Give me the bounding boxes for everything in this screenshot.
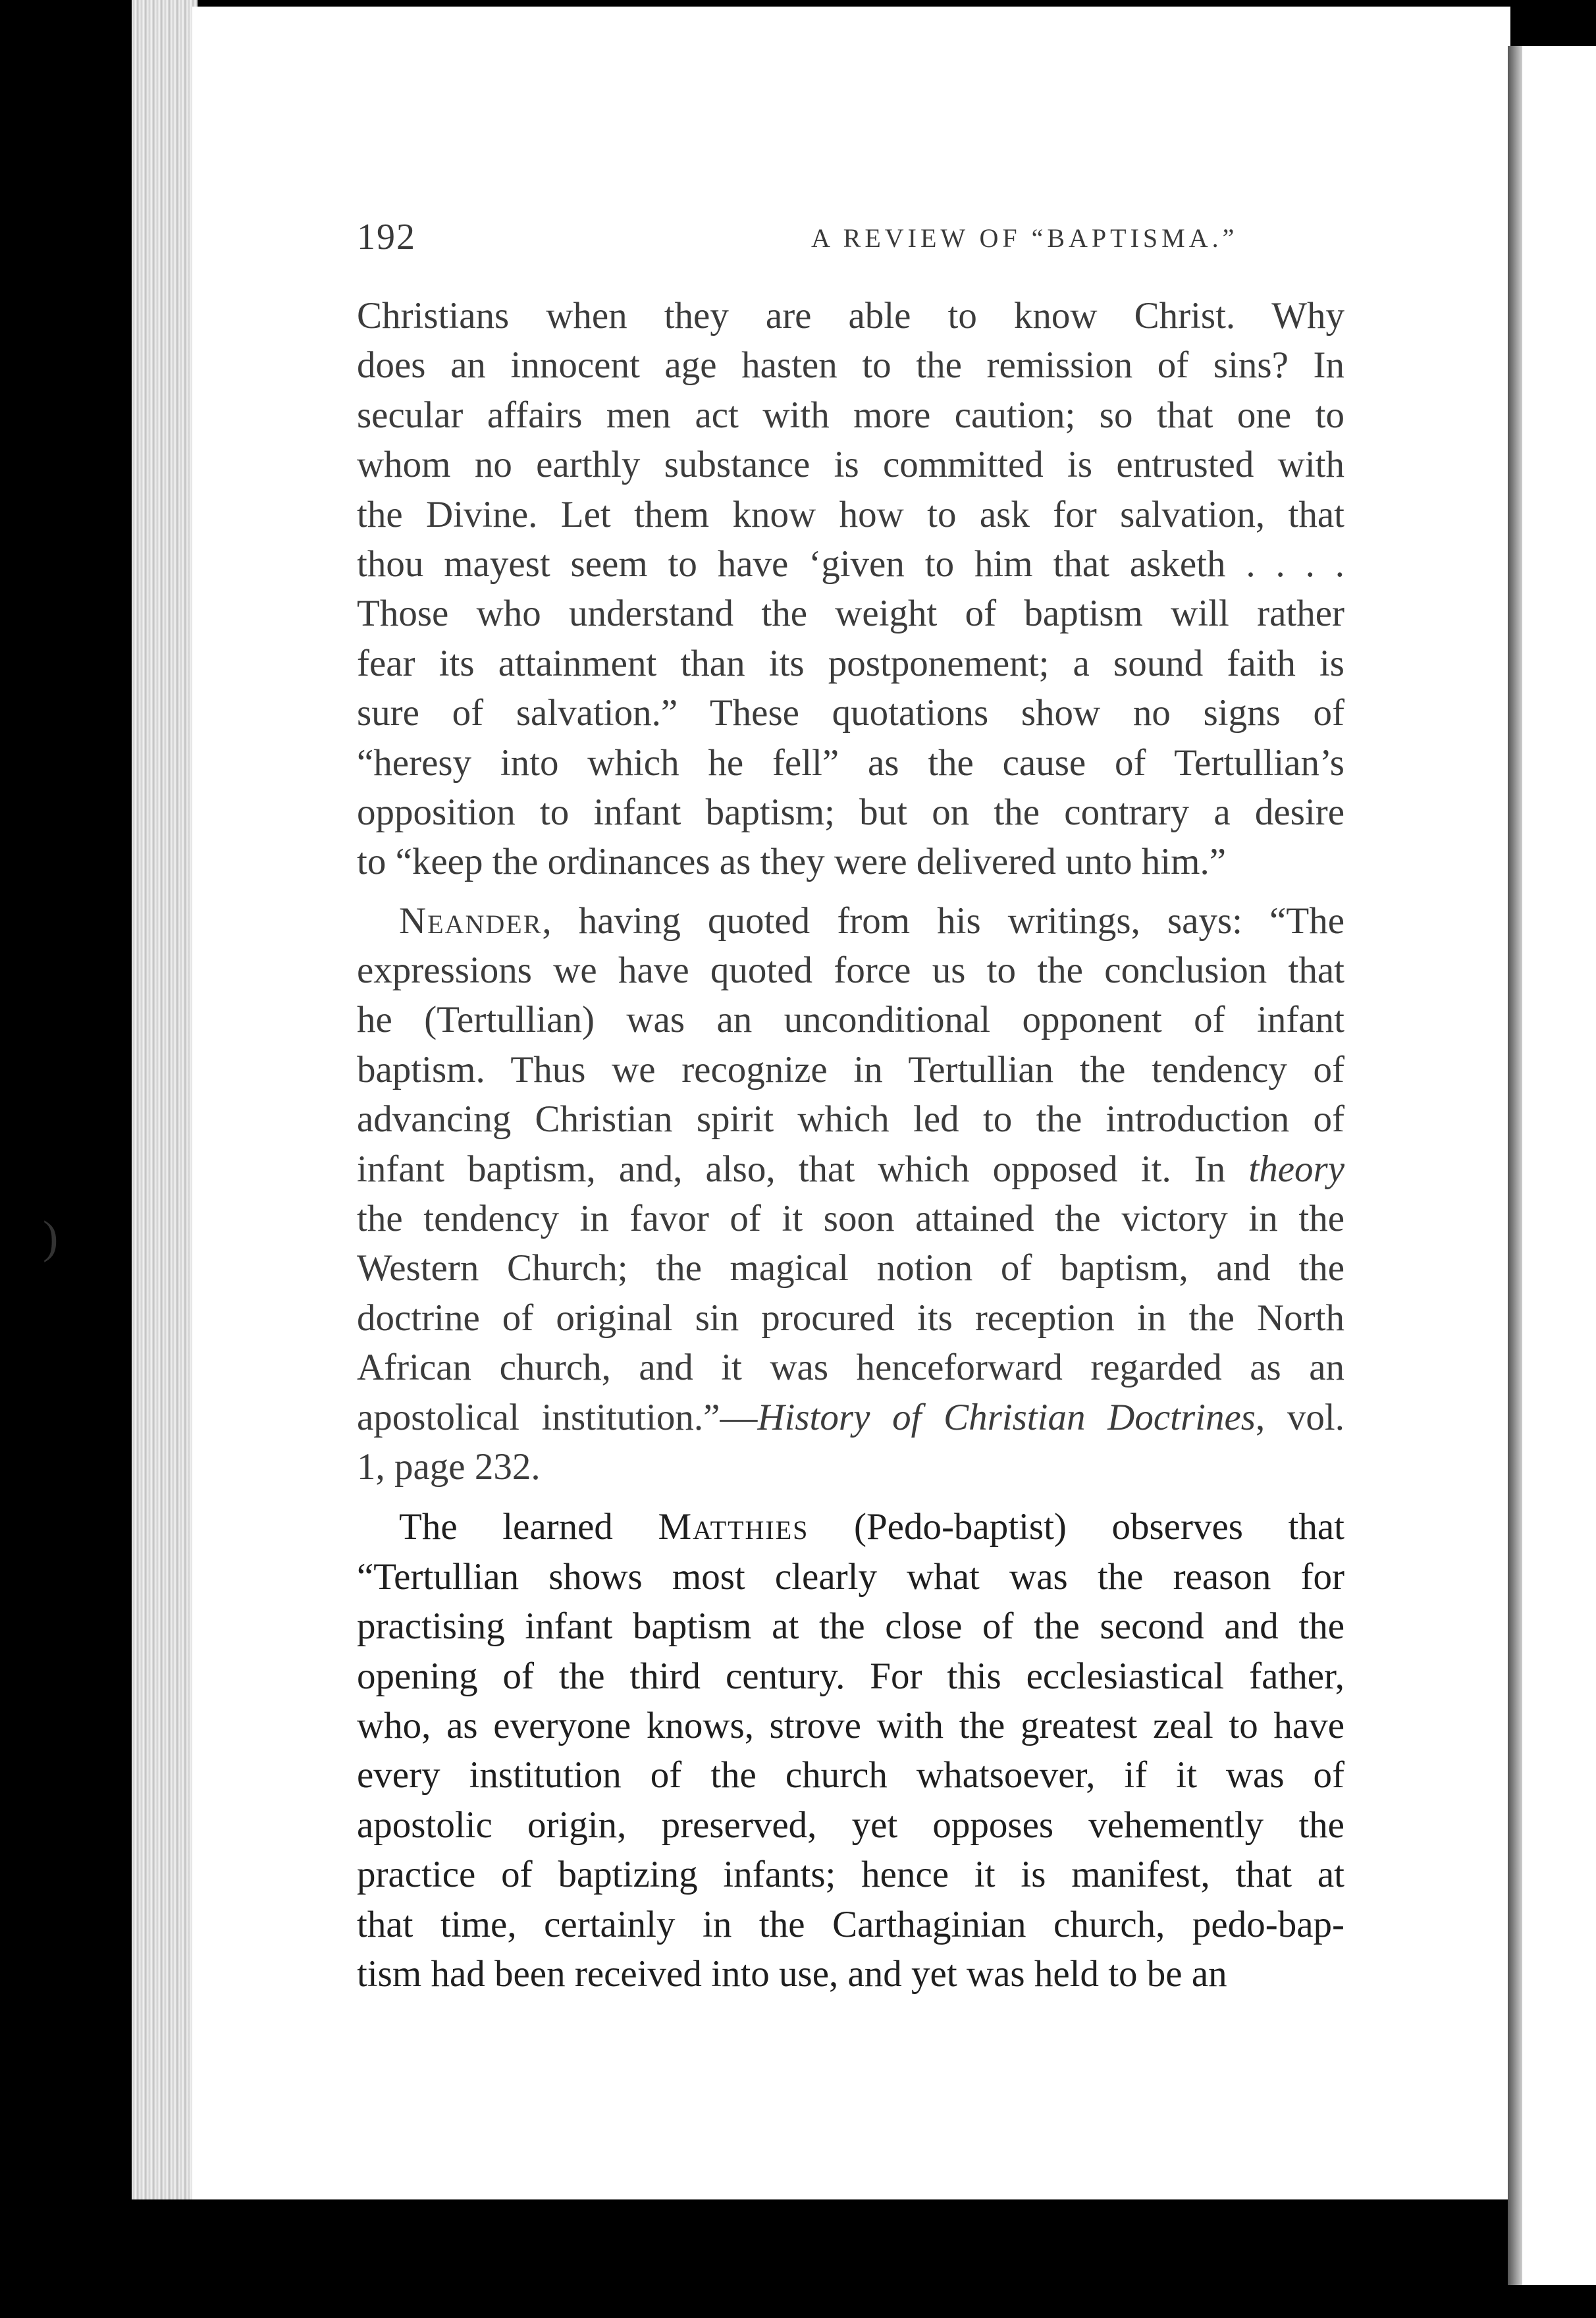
line-text: whom no earthly substance is committed is entrusted with <box>357 444 1344 486</box>
line-text: who, as everyone knows, strove with the greatest zeal to have <box>357 1704 1344 1746</box>
line-text: practising infant baptism at the close of the second and the <box>357 1605 1344 1648</box>
running-title: A REVIEW OF “BAPTISMA.” <box>811 223 1238 253</box>
text-line <box>357 1442 1344 1492</box>
facing-page-gutter <box>1508 46 1522 2285</box>
line-text: Western Church; the magical notion of baptism, and the <box>357 1247 1344 1289</box>
text-line <box>357 1094 1344 1144</box>
author-name: Matthies <box>658 1506 809 1548</box>
text-line <box>357 738 1344 788</box>
line-text: that time, certainly in the Carthaginian church, pedo-bap- <box>357 1903 1344 1945</box>
text-line <box>357 1145 1344 1194</box>
line-text: every institution of the church whatsoever, if it was of <box>357 1754 1344 1796</box>
line-text: “heresy into which he fell” as the cause of Tertullian’s <box>357 741 1344 784</box>
line-text: to “keep the ordinances as they were delivered unto him.” <box>357 841 1226 883</box>
line-text: baptism. Thus we recognize in Tertullian the tendency of <box>357 1048 1344 1091</box>
line-text: secular affairs men act with more caution; so that one to <box>357 394 1344 436</box>
line-text: African church, and it was henceforward regarded as an <box>357 1347 1344 1389</box>
text-line <box>357 340 1344 390</box>
line-text: he (Tertullian) was an unconditional opponent of infant <box>357 999 1344 1041</box>
line-text: “Tertullian shows most clearly what was the reason for <box>357 1555 1344 1598</box>
text-line <box>357 837 1344 886</box>
page-edges <box>132 0 198 2199</box>
text-line <box>357 440 1344 489</box>
margin-mark: ) <box>43 1212 59 1263</box>
text-line <box>357 688 1344 738</box>
book-page <box>192 7 1510 2199</box>
text-line <box>357 1243 1344 1293</box>
paragraph <box>357 291 1344 887</box>
line-text: expressions we have quoted force us to the conclusion that <box>357 950 1344 992</box>
line-text: sure of salvation.” These quotations show no signs of <box>357 692 1344 734</box>
line-text: apostolical institution.”— <box>357 1396 758 1438</box>
text-line <box>357 1900 1344 1949</box>
line-text: practice of baptizing infants; hence it is manifest, that at <box>357 1854 1344 1896</box>
line-text: Christians when they are able to know Christ. Why <box>357 295 1344 337</box>
emphasis-text: History of Christian Doctrines <box>757 1396 1256 1438</box>
line-text: (Pedo-baptist) observes that <box>809 1506 1344 1548</box>
line-text: does an innocent age hasten to the remission of sins? In <box>357 344 1344 387</box>
text-line <box>357 1552 1344 1602</box>
text-line <box>357 1194 1344 1243</box>
text-line <box>357 1850 1344 1899</box>
line-text: 1, page 232. <box>357 1445 541 1488</box>
paragraph <box>357 896 1344 1492</box>
text-line <box>357 1293 1344 1343</box>
text-line <box>357 1652 1344 1701</box>
page-header <box>357 216 1344 262</box>
text-line <box>357 1602 1344 1651</box>
line-text: doctrine of original sin procured its reception in the North <box>357 1297 1344 1339</box>
text-line <box>357 1949 1344 1999</box>
text-line <box>357 1502 1344 1551</box>
text-line <box>357 589 1344 638</box>
text-line <box>357 1393 1344 1442</box>
text-line <box>357 1343 1344 1392</box>
text-line <box>357 1045 1344 1094</box>
line-text: The learned <box>399 1506 658 1548</box>
line-text: , having quoted from his writings, says: “The <box>542 900 1344 942</box>
line-text: Those who understand the weight of baptism will rather <box>357 593 1344 635</box>
paragraph <box>357 1502 1344 1999</box>
line-text: opposition to infant baptism; but on the contrary a desire <box>357 791 1344 833</box>
text-line <box>357 946 1344 995</box>
line-text: the tendency in favor of it soon attained the victory in the <box>357 1198 1344 1240</box>
line-text: infant baptism, and, also, that which opposed it. In <box>357 1148 1249 1190</box>
text-line <box>357 1701 1344 1750</box>
line-text: the Divine. Let them know how to ask for salvation, that <box>357 493 1344 535</box>
text-line <box>357 1800 1344 1850</box>
text-line <box>357 391 1344 440</box>
page-number: 192 <box>357 217 416 257</box>
text-line <box>357 995 1344 1044</box>
text-line <box>357 539 1344 589</box>
emphasis-text: theory <box>1248 1148 1344 1190</box>
text-line <box>357 291 1344 340</box>
text-line <box>357 1750 1344 1800</box>
line-text: thou mayest seem to have ‘given to him that asketh . . . . <box>357 543 1344 585</box>
line-text: fear its attainment than its postponement; a sound faith is <box>357 642 1344 684</box>
facing-page <box>1508 46 1596 2285</box>
line-text: tism had been received into use, and yet was held to be an <box>357 1953 1227 1995</box>
author-name: Neander <box>399 900 543 942</box>
line-text: advancing Christian spirit which led to the introduction of <box>357 1098 1344 1141</box>
text-line <box>357 490 1344 539</box>
line-text: , vol. <box>1255 1396 1344 1438</box>
text-line <box>357 788 1344 837</box>
body-text <box>357 291 1344 1999</box>
line-text: opening of the third century. For this ecclesiastical father, <box>357 1655 1344 1697</box>
text-line <box>357 896 1344 946</box>
text-line <box>357 639 1344 688</box>
line-text: apostolic origin, preserved, yet opposes vehemently the <box>357 1804 1344 1846</box>
